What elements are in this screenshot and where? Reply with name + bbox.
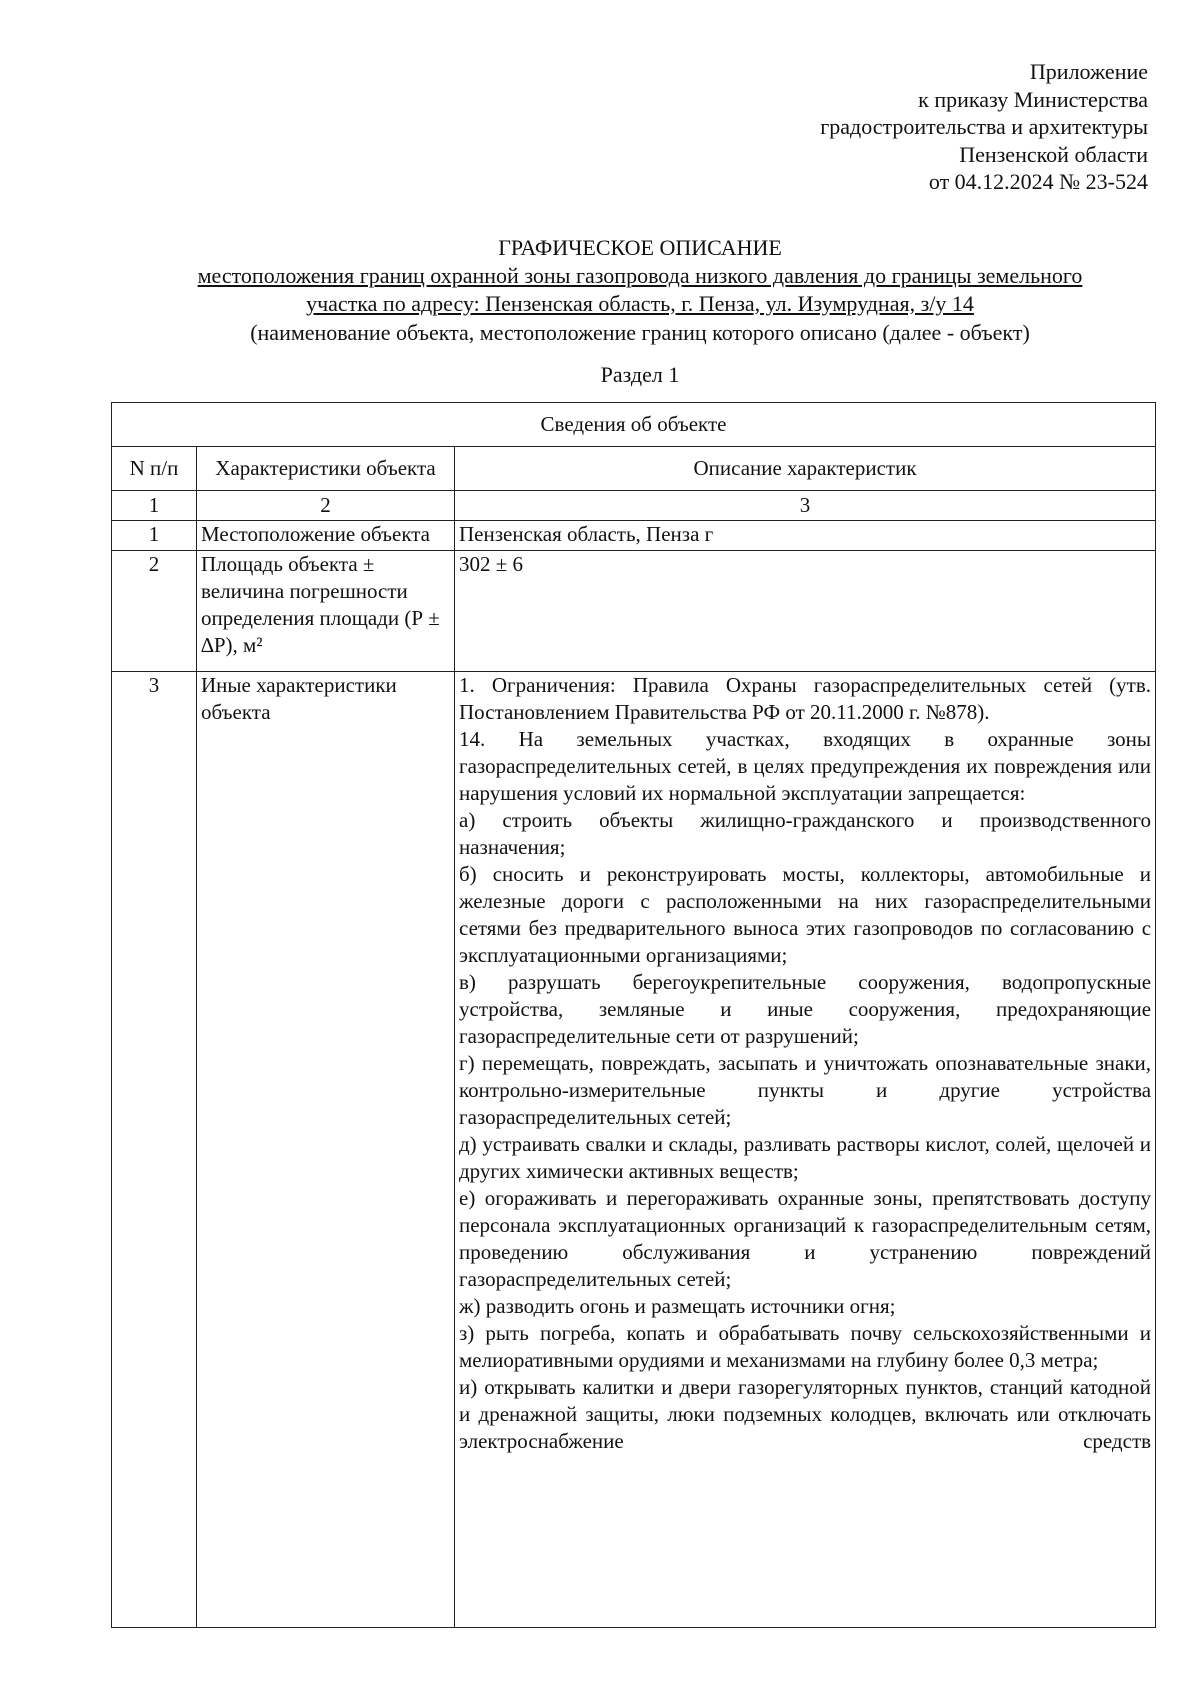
section-label: Раздел 1: [600, 362, 680, 387]
table-row: [112, 672, 1156, 1628]
table-caption: Сведения об объекте: [112, 403, 1156, 447]
column-number: 3: [455, 491, 1156, 521]
document-title: ГРАФИЧЕСКОЕ ОПИСАНИЕ: [498, 235, 782, 260]
row-description: Пензенская область, Пенза г: [455, 521, 1156, 551]
appendix-line: Приложение: [1029, 59, 1148, 84]
header-description: Описание характеристик: [455, 447, 1156, 491]
restriction-paragraph: а) строить объекты жилищно-гражданского и производственного назначения;: [459, 808, 1152, 859]
column-number: 1: [112, 491, 197, 521]
restriction-paragraph: г) перемещать, повреждать, засыпать и уничтожать опознавательные знаки, контрольно-измерительные пункты и другие устройства газораспределительных сетей;: [459, 1051, 1152, 1129]
subject-line-2: участка по адресу: Пензенская область, г. Пенза, ул. Изумрудная, з/у 14: [306, 290, 974, 316]
appendix-line: градостроительства и архитектуры: [820, 114, 1148, 139]
restriction-paragraph: 14. На земельных участках, входящих в охранные зоны газораспределительных сетей, в целях предупреждения их повреждения или нарушения условий их нормальной эксплуатации запрещается:: [459, 727, 1152, 805]
appendix-block: [820, 58, 1148, 196]
table-row: [112, 521, 1156, 551]
object-info-table: [111, 402, 1156, 1628]
row-description: [455, 672, 1156, 1628]
appendix-line: Пензенской области: [959, 141, 1148, 167]
appendix-line: к приказу Министерства: [918, 86, 1148, 112]
row-number: 3: [112, 672, 197, 1628]
appendix-line: от 04.12.2024 № 23-524: [928, 169, 1148, 194]
row-characteristic: Иные характеристики объекта: [197, 672, 455, 1628]
row-characteristic: Площадь объекта ± величина погрешности определения площади (Р ± ∆Р), м²: [197, 551, 455, 672]
restriction-paragraph: ж) разводить огонь и размещать источники огня;: [459, 1294, 896, 1318]
row-number: 1: [112, 521, 197, 551]
row-number: 2: [112, 551, 197, 672]
restriction-paragraph: и) открывать калитки и двери газорегуляторных пунктов, станций катодной и дренажной защиты, люки подземных колодцев, включать или отключать электроснабжение средств: [459, 1375, 1152, 1453]
restriction-paragraph: е) огораживать и перегораживать охранные зоны, препятствовать доступу персонала эксплуатационных организаций к газораспределительным сетям, проведению обслуживания и устранению повреждений газораспределительных сетей;: [459, 1186, 1152, 1291]
document-subject: [60, 262, 1200, 317]
restriction-paragraph: б) сносить и реконструировать мосты, коллекторы, автомобильные и железные дороги с расположенными на них газораспределительными сетями без предварительного выноса этих газопроводов по согласованию с эксплуатационными организациями;: [459, 862, 1152, 967]
subject-note: (наименование объекта, местоположение границ которого описано (далее - объект): [250, 320, 1030, 345]
table-row: [112, 551, 1156, 672]
restriction-paragraph: 1. Ограничения: Правила Охраны газораспределительных сетей (утв. Постановлением Правительства РФ от 20.11.2000 г. №878).: [459, 673, 1152, 724]
subject-line-1: местоположения границ охранной зоны газопровода низкого давления до границы земельного: [197, 263, 1083, 288]
restriction-paragraph: з) рыть погреба, копать и обрабатывать почву сельскохозяйственными и мелиоративными орудиями и механизмами на глубину более 0,3 метра;: [459, 1321, 1152, 1372]
header-number: N п/п: [112, 447, 197, 491]
row-description: 302 ± 6: [455, 551, 1156, 672]
row-characteristic: Местоположение объекта: [197, 521, 455, 551]
header-characteristics: Характеристики объекта: [197, 447, 455, 491]
restriction-paragraph: д) устраивать свалки и склады, разливать растворы кислот, солей, щелочей и других химически активных веществ;: [459, 1132, 1152, 1183]
restriction-paragraph: в) разрушать берегоукрепительные сооружения, водопропускные устройства, земляные и иные сооружения, предохраняющие газораспределительные сети от разрушений;: [459, 970, 1152, 1048]
column-number: 2: [197, 491, 455, 521]
